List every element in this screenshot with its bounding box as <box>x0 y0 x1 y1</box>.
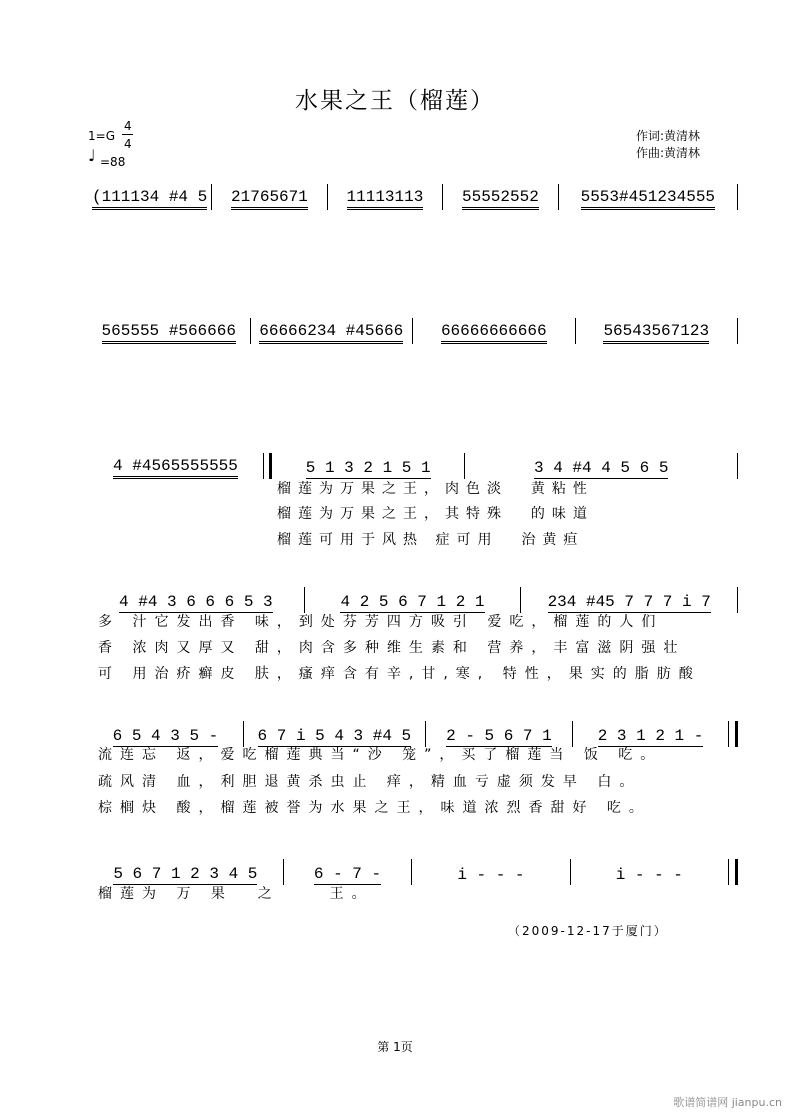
notes: 3 4 #4 4 5 6 5 <box>534 459 669 477</box>
notes: 565555 #566666 <box>102 323 236 344</box>
date-note: （2009-12-17于厦门） <box>508 924 668 938</box>
page-number: 第 1页 <box>377 1040 413 1054</box>
measure <box>576 323 738 344</box>
measure <box>251 323 413 344</box>
lyric-verse-1: 流连忘 返，爱吃榴莲典当“沙 笼”，买了榴莲当 饭 吃。 <box>98 747 663 763</box>
notes: 6 - 7 - <box>313 865 382 883</box>
notes: 4 2 5 6 7 1 2 1 <box>340 593 485 611</box>
measure <box>88 458 263 479</box>
notes: 2 3 1 2 1 - <box>597 727 704 745</box>
key-signature: 1=G <box>88 129 115 143</box>
lyric-verse-1: 榴莲为万果之王，肉色淡 黄粘性 <box>277 481 594 497</box>
barline <box>263 453 272 479</box>
lyric-verse-3: 榴莲可用于风热 症可用 治黄疸 <box>277 532 585 548</box>
notes: 66666234 #45666 <box>259 323 403 344</box>
barline <box>737 587 738 613</box>
lyric-verse-3: 可 用治疥癣皮 肤，瘙痒含有辛,甘,寒, 特性，果实的脂肪酸 <box>98 666 701 682</box>
measure <box>571 867 728 885</box>
notes: 55552552 <box>462 189 539 210</box>
lyric-verse-2: 榴莲为万果之王，其特殊 的味道 <box>277 506 594 522</box>
notes: 11113113 <box>347 189 424 210</box>
notes: 234 #45 7 7 7 i 7 <box>547 593 711 611</box>
notes: 56543567123 <box>603 323 709 344</box>
tempo: =88 <box>100 155 126 169</box>
staff-line-4 <box>88 585 738 613</box>
measure <box>88 323 250 344</box>
barline <box>728 721 738 747</box>
measure <box>559 189 737 210</box>
composer: 作曲:黄清林 <box>636 146 701 160</box>
notes: i - - - <box>615 866 683 884</box>
lyric-verse-1: 榴莲为 万 果 之 王。 <box>98 886 374 902</box>
notes: 5553#451234555 <box>581 189 715 210</box>
time-sig-bottom: 4 <box>124 137 132 151</box>
quarter-note-icon: ♩ <box>88 146 96 165</box>
measure <box>212 189 326 210</box>
measure <box>412 867 569 885</box>
lyricist: 作词:黄清林 <box>636 129 701 143</box>
staff-line-1 <box>88 182 738 210</box>
time-sig-top: 4 <box>124 119 132 133</box>
staff-line-3 <box>88 451 738 479</box>
notes: 21765671 <box>231 189 308 210</box>
lyric-verse-2: 疏风清 血，利胆退黄杀虫止 痒，精血亏虚须发早 白。 <box>98 774 642 790</box>
lyric-verse-2: 香 浓肉又厚又 甜，肉含多种维生素和 营养，丰富滋阴强壮 <box>98 640 686 656</box>
notes: 4 #4 3 6 6 6 5 3 <box>119 593 273 611</box>
lyric-verse-1: 多 汁它发出香 味，到处芬芳四方吸引 爱吃，榴莲的人们 <box>98 614 664 630</box>
notes: (111134 #4 5 <box>92 189 207 210</box>
notes: i - - - <box>457 866 525 884</box>
measure <box>88 189 211 210</box>
notes: 66666666666 <box>441 323 547 344</box>
watermark: 歌谱简谱网 jianpu.cn <box>673 1096 782 1109</box>
barline <box>737 453 738 479</box>
measure <box>272 460 465 479</box>
notes: 6 7 i 5 4 3 #4 5 <box>257 727 412 745</box>
measure <box>413 323 575 344</box>
notes: 5 1 3 2 1 5 1 <box>305 459 431 477</box>
staff-line-5 <box>88 719 738 747</box>
staff-line-2 <box>88 316 738 344</box>
notes: 4 #4565555555 <box>113 458 238 479</box>
barline <box>737 184 738 210</box>
staff-line-6 <box>88 857 738 885</box>
barline <box>728 859 738 885</box>
lyric-verse-3: 棕榈炔 酸，榴莲被誉为水果之王，味道浓烈香甜好 吃。 <box>98 800 651 816</box>
notes: 5 6 7 1 2 3 4 5 <box>113 865 258 883</box>
notes: 6 5 4 3 5 - <box>112 727 219 745</box>
measure <box>443 189 557 210</box>
song-title: 水果之王（榴莲） <box>295 88 495 114</box>
barline <box>737 318 738 344</box>
notes: 2 - 5 6 7 1 <box>446 727 552 745</box>
time-sig-line <box>122 134 133 135</box>
measure <box>465 460 737 479</box>
measure <box>328 189 442 210</box>
